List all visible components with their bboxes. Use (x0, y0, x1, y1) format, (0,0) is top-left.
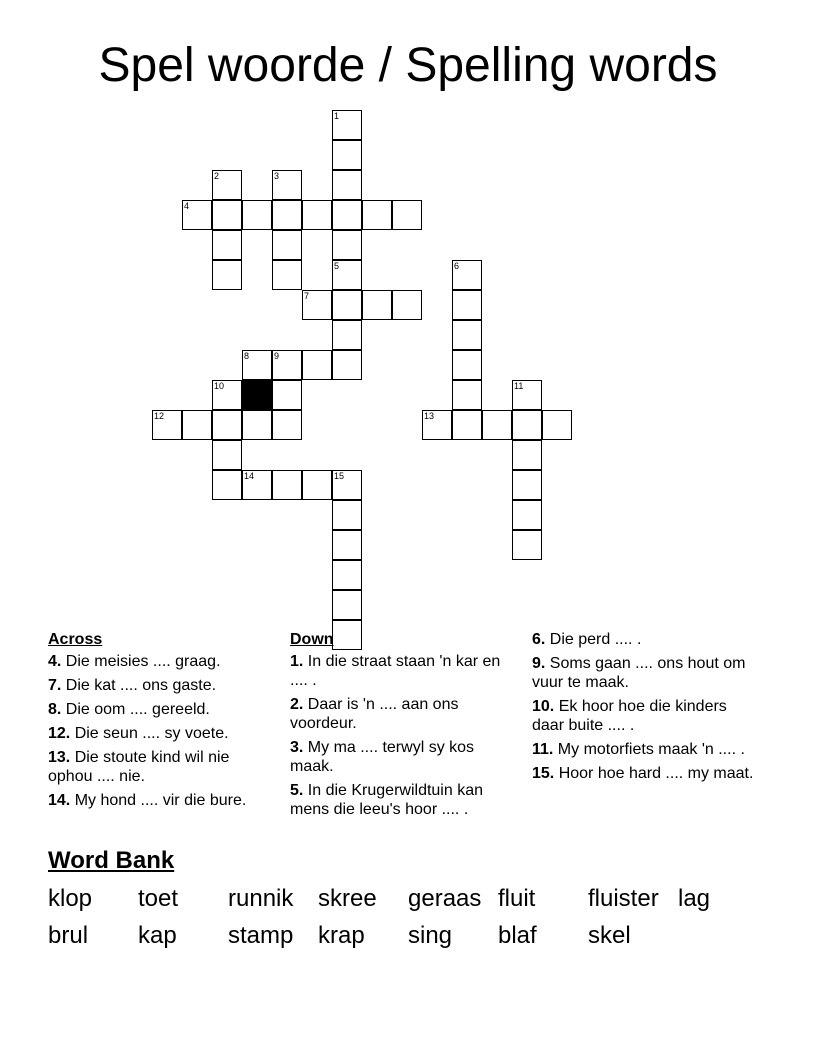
grid-cell[interactable] (542, 410, 572, 440)
word-bank-word: sing (408, 922, 453, 949)
clue (532, 697, 762, 735)
clue-text: Soms gaan .... ons hout om vuur te maak. (532, 655, 746, 691)
clue-number: 15 (334, 471, 345, 481)
clue-number-label: 11. (532, 741, 554, 758)
clue (48, 676, 273, 695)
clue-number-label: 13. (48, 749, 71, 766)
clue-number: 14 (244, 471, 255, 481)
clue-number: 12 (154, 411, 165, 421)
grid-cell[interactable] (452, 350, 482, 380)
grid-cell[interactable] (272, 470, 302, 500)
clue-number-label: 6. (532, 631, 546, 648)
clue-text: Daar is 'n .... aan ons voordeur. (290, 696, 459, 732)
across-heading: Across (48, 631, 103, 648)
clue-number: 11 (514, 381, 524, 391)
clue-number-label: 4. (48, 653, 62, 670)
grid-cell[interactable] (332, 350, 362, 380)
grid-cell[interactable] (152, 410, 182, 440)
clue-text: Die stoute kind wil nie ophou .... nie. (48, 749, 230, 785)
grid-cell[interactable] (332, 500, 362, 530)
clue-number: 7 (304, 291, 310, 301)
clue-text: In die Krugerwildtuin kan mens die leeu's hoor .... . (290, 782, 483, 818)
grid-cell[interactable] (242, 410, 272, 440)
grid-cell[interactable] (212, 440, 242, 470)
clue (532, 654, 762, 692)
grid-cell[interactable] (212, 200, 242, 230)
word-bank-word: brul (48, 922, 89, 949)
clue (532, 630, 762, 649)
grid-cell[interactable] (332, 170, 362, 200)
grid-cell[interactable] (332, 230, 362, 260)
word-bank-heading: Word Bank (48, 847, 175, 874)
grid-cell[interactable] (362, 290, 392, 320)
word-bank-word: runnik (228, 885, 294, 912)
grid-cell[interactable] (272, 170, 302, 200)
clue-text: In die straat staan 'n kar en .... . (290, 653, 501, 689)
clue-text: Die perd .... . (545, 631, 642, 648)
clue-number: 13 (424, 411, 435, 421)
grid-cell[interactable] (512, 410, 542, 440)
clue (48, 748, 273, 786)
clue (48, 652, 273, 671)
grid-cell[interactable] (332, 530, 362, 560)
word-bank-word: skel (588, 922, 631, 949)
clue (48, 724, 273, 743)
clue-text: Die meisies .... graag. (61, 653, 221, 670)
clue-number: 1 (334, 111, 340, 121)
grid-cell[interactable] (362, 200, 392, 230)
clue-number-label: 12. (48, 725, 71, 742)
clue-number: 5 (334, 261, 340, 271)
grid-cell[interactable] (452, 380, 482, 410)
clue-number-label: 8. (48, 701, 62, 718)
clue-number: 4 (184, 201, 190, 211)
word-bank-word: krap (318, 922, 365, 949)
clue-text: Die seun .... sy voete. (70, 725, 229, 742)
word-bank-word: toet (138, 885, 179, 912)
word-bank-word: geraas (408, 885, 482, 912)
clue-number-label: 7. (48, 677, 62, 694)
grid-cell[interactable] (242, 350, 272, 380)
grid-cell[interactable] (392, 290, 422, 320)
clue-number-label: 5. (290, 782, 304, 799)
grid-cell[interactable] (482, 410, 512, 440)
clue-text: My ma .... terwyl sy kos maak. (290, 739, 475, 775)
clue-number-label: 2. (290, 696, 304, 713)
grid-cell[interactable] (272, 200, 302, 230)
clue-number-label: 14. (48, 792, 71, 809)
grid-cell[interactable] (212, 230, 242, 260)
word-bank-word: klop (48, 885, 93, 912)
grid-cell[interactable] (272, 350, 302, 380)
clue-text: My hond .... vir die bure. (70, 792, 247, 809)
grid-cell[interactable] (332, 290, 362, 320)
grid-cell[interactable] (212, 470, 242, 500)
across-clues (48, 630, 273, 815)
clue-number: 8 (244, 351, 250, 361)
grid-cell[interactable] (452, 320, 482, 350)
grid-cell[interactable] (392, 200, 422, 230)
grid-cell[interactable] (452, 290, 482, 320)
clue-number-label: 3. (290, 739, 304, 756)
grid-cell[interactable] (452, 410, 482, 440)
grid-cell[interactable] (272, 410, 302, 440)
clue-text: Die kat .... ons gaste. (61, 677, 217, 694)
blocked-cell (242, 380, 272, 410)
word-bank-word: skree (318, 885, 377, 912)
clue-text: Hoor hoe hard .... my maat. (554, 765, 754, 782)
clue-text: Ek hoor hoe die kinders daar buite .... . (532, 698, 727, 734)
grid-cell[interactable] (212, 260, 242, 290)
down-heading: Down (290, 631, 334, 648)
down-clues (290, 630, 512, 824)
grid-cell[interactable] (332, 110, 362, 140)
word-bank-word: fluit (498, 885, 536, 912)
grid-cell[interactable] (512, 530, 542, 560)
clue (290, 781, 512, 819)
grid-cell[interactable] (182, 410, 212, 440)
grid-cell[interactable] (422, 410, 452, 440)
clue-number: 3 (274, 171, 280, 181)
grid-cell[interactable] (512, 440, 542, 470)
clue (290, 738, 512, 776)
clue-number-label: 1. (290, 653, 304, 670)
grid-cell[interactable] (272, 260, 302, 290)
grid-cell[interactable] (512, 380, 542, 410)
grid-cell[interactable] (332, 320, 362, 350)
grid-cell[interactable] (212, 170, 242, 200)
clue-text: My motorfiets maak 'n .... . (553, 741, 745, 758)
clue-number-label: 10. (532, 698, 555, 715)
down-clues-continued (532, 630, 762, 788)
clue (48, 791, 273, 810)
grid-cell[interactable] (242, 470, 272, 500)
grid-cell[interactable] (332, 140, 362, 170)
clue-number-label: 9. (532, 655, 546, 672)
clue-text: Die oom .... gereeld. (61, 701, 210, 718)
clue (532, 764, 762, 783)
word-bank-word: stamp (228, 922, 294, 949)
grid-cell[interactable] (332, 470, 362, 500)
word-bank-word: fluister (588, 885, 659, 912)
clue-number: 6 (454, 261, 460, 271)
clue-number-label: 15. (532, 765, 555, 782)
clue (290, 695, 512, 733)
grid-cell[interactable] (302, 350, 332, 380)
grid-cell[interactable] (332, 590, 362, 620)
page-title: Spel woorde / Spelling words (98, 39, 718, 92)
clue (290, 652, 512, 690)
grid-cell[interactable] (512, 500, 542, 530)
grid-cell[interactable] (302, 290, 332, 320)
word-bank-word: kap (138, 922, 177, 949)
grid-cell[interactable] (212, 380, 242, 410)
grid-cell[interactable] (302, 200, 332, 230)
grid-cell[interactable] (212, 410, 242, 440)
clue (532, 740, 762, 759)
grid-cell[interactable] (272, 380, 302, 410)
clue (48, 700, 273, 719)
word-bank-word: blaf (498, 922, 537, 949)
grid-cell[interactable] (272, 230, 302, 260)
clue-number: 9 (274, 351, 280, 361)
grid-cell[interactable] (302, 470, 332, 500)
grid-cell[interactable] (332, 560, 362, 590)
grid-cell[interactable] (452, 260, 482, 290)
word-bank-word: lag (678, 885, 711, 912)
grid-cell[interactable] (512, 470, 542, 500)
grid-cell[interactable] (332, 260, 362, 290)
clue-number: 2 (214, 171, 220, 181)
grid-cell[interactable] (242, 200, 272, 230)
clue-number: 10 (214, 381, 225, 391)
grid-cell[interactable] (182, 200, 212, 230)
grid-cell[interactable] (332, 200, 362, 230)
